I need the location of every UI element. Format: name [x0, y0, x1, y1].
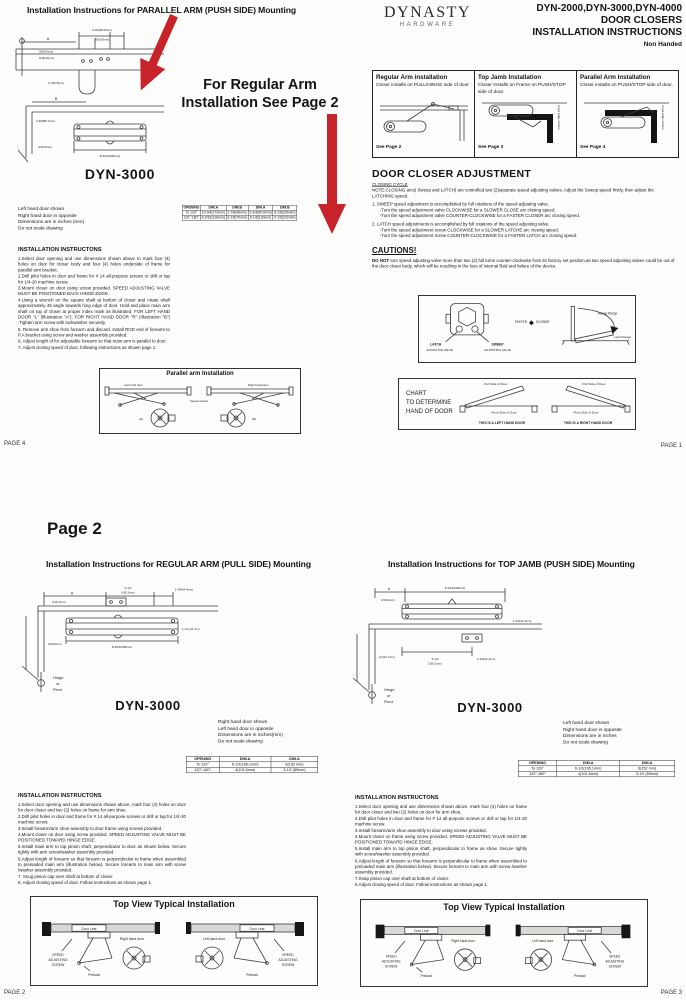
speed-adjusting-screw-label: SPEED — [609, 954, 621, 959]
table-header-cell: DIM.A — [620, 760, 675, 766]
instruction-item: 6.Adjust length of forearm so that forearm is perpendicular to frame when assembled to preloaded main arm (illustration below). Secure forearm to main arm with screw /washer assembly provided. — [355, 858, 527, 875]
page3-dimension-table — [518, 760, 678, 794]
note-line: Left hand door shown — [563, 720, 610, 726]
illustration-a-label: (A) — [139, 417, 143, 421]
instruction-item: 1.Select door opening and use dimensions shown above to mark four (4) holes on door for closer body and four (4) holes underside of frame for parallel arm bracket. — [18, 256, 170, 273]
instruction-item: 2.Drill pilot holes in door and frame for # 14 all-purpose screws or drill or tap for 1/4-20 machine screw. — [18, 813, 186, 825]
instruction-item: 5.Install main arm to top pinion shaft, perpendicular to frame as show. Secure tightly with screw/washer assembly provided. — [355, 846, 527, 857]
latch-label: LATCH — [430, 342, 442, 347]
note-line: Left hand door shown — [18, 206, 65, 212]
dim-label: 3/8(9.5mm) — [39, 49, 54, 54]
dim-label: 6-1/2 — [431, 657, 439, 661]
instruction-item: 7.Snap pinion cap over shaft at bottom of closer. — [355, 875, 450, 881]
note-line: Dimensions are in inches — [563, 732, 617, 739]
page2-model-label: DYN-3000 — [115, 698, 181, 713]
table-cell: 6(152 mm) — [620, 766, 675, 772]
table-cell: 3-1/2 (89mm) — [620, 771, 675, 777]
table-cell: 8-9/16(218mm) — [201, 216, 225, 220]
table-header-cell: DIM.A — [200, 205, 226, 210]
option-see-page: See Page 3 — [478, 144, 504, 150]
dim-label: 1(25.4mm) — [52, 600, 66, 604]
dim-label: 3-3/8(85.7mm) — [36, 119, 55, 123]
illustration-b-label: (B) — [252, 417, 256, 421]
left-hand-door-label: THIS IS A LEFT HAND DOOR — [478, 421, 526, 425]
table-cell: 6(152 mm) — [271, 762, 318, 768]
sweep-sub-item: -Turn the speed adjustment valve COUNTER-CLOCKWISE for a FASTER CLOSER arc closing speed. — [379, 213, 581, 219]
slower-label: SLOWER — [535, 320, 550, 325]
instructions-heading: INSTALLATION INSTRUCTONS — [18, 246, 102, 253]
table-cell: 9-1/8(232mm) — [274, 216, 296, 220]
top-view-drawing — [361, 912, 645, 982]
instruction-item: 6. Adjust length of for adjustable forearm so that main arm is parallel to door. — [18, 338, 167, 344]
note-line: Do not scale drawing — [563, 738, 608, 745]
dim-label: 8-3/16(208mm) — [444, 586, 466, 590]
dim-label: 8-3/16(208mm) — [99, 154, 121, 158]
option-desc: Closer installs on PUSH/STOP side of door. — [580, 82, 673, 88]
brand-name: DYNASTY — [384, 4, 471, 21]
instruction-item: 2.Drill pilot holes in door and frame for # 14 all-purpose screws or drill or tap for 1/4-20 machine screw. — [18, 273, 170, 285]
speed-adjusting-screw-label: SCREW — [51, 963, 65, 967]
dim-label: 1/2(12.7mm) — [379, 655, 395, 659]
table-header-cell: DIM.A — [248, 205, 273, 210]
speed-adjusting-screw-label: ADJUSTING — [381, 959, 401, 964]
non-handed-label: Non Handed — [643, 40, 682, 48]
chart-title-line: TO DETERMINE — [406, 400, 452, 406]
option-title: Parallel Arm Installation — [580, 74, 651, 81]
table-cell: 6-1/2(165.1mm) — [557, 766, 620, 772]
option-see-page: See Page 2 — [376, 144, 402, 150]
latch-adjustment-item: 2. LATCH speed adjustments is accomplished by full rotations of the speed adjusting valve. — [372, 221, 550, 227]
instruction-item: 5.Install main arm to top pinion shaft, perpendicular to door as shown below. Secure tightly with arm screw/washer assembly provided. — [18, 844, 186, 855]
instruction-item: 7. Snug pinion cap over shaft at bottom of closer. — [18, 873, 114, 879]
table-cell: 8-1/8(206mm) — [274, 211, 296, 215]
latch-range-label: Latch Range — [614, 334, 632, 339]
preload-label: Preload — [246, 973, 258, 977]
chart-title-line: HAND OF DOOR — [406, 409, 453, 415]
top-view-title: Top View Typical Installation — [443, 902, 565, 912]
instruction-item: 3.Mount closer on door using screw provided. SPEED ADJUSTING VALVE MUST BE POSITIONED BACK HINGE EDGE. — [18, 285, 170, 297]
table-cell: 5-1/8(130mm) — [249, 216, 272, 220]
instruction-item: 4.Mount closer on door using screw provided. SPEED ADJUSTING VALVE MUST BE POSITIONED TOWARD HINGE EDGE. — [18, 832, 186, 843]
pull-side-label: Pull Side of Door — [582, 382, 606, 386]
door-leaf-label: Door Leaf — [414, 929, 429, 934]
see-note-line: For Regular Arm — [203, 77, 317, 93]
dim-label: 6-1/2 — [124, 586, 132, 590]
faster-label: FASTER — [514, 320, 527, 325]
speed-adjusting-screw-label: SPEED — [52, 953, 64, 957]
latch-valve-label: ADJUSTING VALVE — [426, 348, 453, 353]
instructions-heading: INSTALLATION INSTRUCTONS — [18, 792, 102, 799]
note-line: Do not scale drawing — [218, 737, 263, 744]
page4-title: Installation Instructions for PARALLEL ARM (PUSH SIDE) Mounting — [27, 5, 297, 15]
dim-b-label: B — [54, 97, 58, 101]
table-cell: To 120° — [518, 766, 556, 772]
speed-adjusting-screw-label: SCREW — [385, 964, 398, 969]
instruction-item: 1.Select door opening and use dimensions shown above, mark four (4) holes on frame for door closer and two (2) holes on door for arm shoe. — [355, 804, 527, 815]
closing-cycle-label: CLOSING CYCLE — [372, 182, 408, 187]
table-cell: 3-1/2 (89mm) — [271, 767, 318, 773]
page3-top-view-box — [360, 899, 648, 987]
option-desc: Closer installs on PULL/HINGE side of door — [376, 82, 469, 88]
speed-adjusting-screw-label: ADJUSTING — [278, 958, 298, 962]
note-line: Right hand door shown — [218, 719, 268, 725]
page4-model-label: DYN-3000 — [84, 166, 156, 182]
dim-label: 9/16(14mm) — [39, 56, 55, 60]
sweep-adjustment-item: 1. SWEEP speed adjustment is accomplished by full rotations of the speed adjusting valve. — [372, 201, 549, 207]
sweep-range-label: Sweep Range — [597, 311, 618, 316]
door-leaf-label: Door Leaf — [249, 926, 265, 931]
table-row — [518, 771, 674, 777]
hinge-label: or — [56, 681, 60, 686]
pull-side-label: Pull Side of Door — [484, 382, 508, 386]
table-cell: 4(101.6mm) — [557, 771, 620, 777]
table-header-cell: DIM.B — [273, 205, 297, 210]
instruction-item: 7. Adjust closing speed of door, following instructions as shown page 1. — [18, 345, 157, 350]
page3-door-notes — [563, 720, 681, 762]
dim-label: 3/4(19mm) — [48, 642, 62, 646]
page2-number: PAGE 2 — [4, 990, 26, 996]
sweep-valve-label: ADJUSTING VALVE — [484, 348, 511, 353]
table-cell: 120°-180° — [518, 771, 556, 777]
right-hand-door-label: THIS IS A RIGHT HAND DOOR — [563, 421, 613, 425]
table-cell: 2-3/4(69.8mm) — [249, 211, 272, 215]
table-cell: 6-1/2(165.1mm) — [219, 762, 271, 768]
dim-a-label: A — [70, 591, 74, 596]
table-cell: To 120° — [186, 762, 219, 768]
page4-number: PAGE 4 — [4, 441, 26, 447]
instruction-item: 8. Adjust closing speed of door. Follow instructions as shown page 1. — [18, 880, 153, 886]
dim-label: 1-3/4(44.4mm) — [513, 619, 532, 623]
table-header-cell: DIM.A — [271, 756, 318, 762]
title-line: DOOR CLOSERS — [600, 15, 682, 27]
brand-subtitle: HARDWARE — [399, 22, 456, 28]
preload-label: Preload — [88, 973, 100, 977]
instruction-item: 3.Install forearm/arm shoe assembly to door using screws provided. — [355, 827, 487, 833]
title-line: DYN-2000,DYN-3000,DYN-4000 — [536, 3, 682, 14]
right-hand-door-label: Right hand door — [119, 937, 145, 941]
top-jamb-mounting-drawing — [347, 578, 547, 713]
speed-screws-label: Speed screws — [189, 399, 209, 403]
hinge-label: Pivot — [384, 699, 393, 704]
table-header-cell: OPENING — [186, 756, 219, 762]
top-view-title: Top View Typical Installation — [113, 899, 235, 909]
table-cell: 1-7/8(48mm) — [227, 211, 247, 215]
dim-a-label: A — [46, 37, 50, 41]
option-title: Top Jamb Installation — [478, 74, 542, 81]
page2-heading: Page 2 — [47, 519, 102, 538]
see-note-line: Installation See Page 2 — [181, 95, 339, 112]
dim-label: 3/4(19mm) — [38, 145, 52, 149]
instruction-item: 3.Install forearm/arm shoe assembly to door frame using screws provided. — [18, 825, 163, 831]
note-line: Right hand door in opposite — [563, 726, 622, 732]
latch-sub-item: -Turn the speed adjustment screw CLOCKWISE for a SLOWER LATCHE arc closing speed. — [379, 227, 559, 233]
page2-title: Installation Instructions for REGULAR ARM (PULL SIDE) Mounting — [46, 559, 311, 569]
preload-label: Preload — [420, 974, 432, 979]
option-title: Regular Arm installation — [376, 74, 448, 81]
preload-label: Preload — [574, 974, 586, 979]
speed-adjusting-screw-label: SPEED — [385, 954, 397, 959]
dim-a-label: A — [387, 587, 391, 591]
chart-title-line: CHART — [406, 391, 427, 397]
hinge-label: Pivot — [53, 687, 62, 692]
cautions-heading: CAUTIONS! — [372, 246, 417, 255]
sweep-label: SWEEP — [491, 342, 504, 347]
title-line: INSTALLATION INSTRUCTIONS — [532, 27, 682, 39]
table-header-cell: DIM.A — [219, 756, 271, 762]
dim-label: 1-3/4(44.4mm) — [174, 587, 194, 592]
hinge-edge-label: Hinge Edge of Door — [557, 105, 561, 130]
dim-label: 1-1/4 (32 mm) — [182, 627, 200, 631]
note-line: Right hand door in opposite — [18, 212, 77, 218]
hinge-label: or — [387, 693, 391, 698]
dim-label: 3/4(19mm) — [381, 598, 395, 602]
dim-label: 1-3/4(44.4mm) — [477, 657, 496, 661]
note-line: Dimensions are in inches(mm) — [218, 731, 283, 738]
instruction-item: 8.Adjust closing speed of door. Follow instructions as shown page 1. — [355, 882, 489, 888]
option-desc: Closer Installs on Frame on PUSH/STOP side of door. — [478, 82, 566, 94]
note-line: Left hand door in opposite — [218, 725, 274, 731]
latch-sub-item: -Turn the speed adjustment screw COUNTER-CLOCKWISE for a FASTER LATCH arc closing speed. — [379, 233, 578, 239]
table-header-cell: DIM.B — [226, 205, 248, 210]
speed-adjusting-screw-label: SCREW — [608, 964, 621, 969]
hinge-label: Hinge — [53, 675, 64, 680]
table-row — [518, 766, 674, 772]
table-header-cell: OPENING — [518, 760, 556, 766]
push-side-label: Push Side of Door — [491, 410, 517, 415]
page3-title: Installation Instructions for TOP JAMB (PUSH SIDE) Mounting — [388, 559, 635, 569]
page1-number: PAGE 1 — [660, 443, 682, 449]
cautions-lead: DO NOT — [372, 258, 390, 263]
dim-label: (165.1mm) — [428, 661, 442, 666]
instructions-heading: INSTALLATION INSTRUCTONS — [355, 794, 439, 801]
speed-adjusting-screw-label: SCREW — [281, 963, 295, 967]
table-cell: 120°-180° — [186, 767, 219, 773]
dim-label: 8-3/16(208mm) — [111, 645, 133, 649]
left-hand-door-label: Left hand door — [203, 937, 225, 941]
right-hand-door-label: Right hand door — [451, 939, 475, 944]
note-line: Dimensions are in inches (mm) — [18, 218, 85, 225]
table-header-cell: OPENING — [183, 206, 200, 210]
speed-adjusting-screw-label: ADJUSTING — [605, 959, 625, 964]
instruction-item: 4.Using a wrench on the square shaft at bottom of closer and rotate shaft approximately 45 angle towards hing edge of door. Hold and place main arm shaft on top of closer at proper index mark as illustrated. FOR LEFT HAND DOOR "L" (Illustration "A"). FOR RIGHT HAND DOOR "R" (Illustration "B") .Tighten arm screw with lockwasher securely. — [18, 297, 170, 326]
dim-label: 3-1/8(79mm) — [48, 81, 65, 85]
option-see-page: See Page 4 — [580, 144, 606, 150]
instruction-item: 4.Mount closer on frame using screw provided. SPEED ADJUSTING VALVE MUST BE POSITIONED TOWARD HINGE EDGE. — [355, 834, 527, 845]
table-cell: 10-3/4(273mm) — [201, 211, 225, 215]
speed-adjusting-screw-label: SPEED — [282, 953, 294, 957]
dim-label: 2(50.8mm) — [94, 37, 110, 42]
door-leaf-label: Door Leaf — [81, 926, 97, 931]
speed-adjusting-screw-label: ADJUSTING — [48, 958, 68, 962]
closing-cycle-note: NOTE:CLOSING arcs( Sweep and LATCH) are controlled two (2)separate speed adjusting valves. Adjust the Sweep speed firstly, then adjust the LATCHING speed. — [372, 187, 654, 199]
table-cell: 3-1/8(79mm) — [227, 216, 247, 220]
hinge-label: Hinge — [384, 687, 395, 692]
page3-number: PAGE 3 — [660, 990, 682, 996]
note-line: Do not scale drawing — [18, 224, 63, 231]
push-side-label: Push Side of Door — [573, 410, 599, 415]
table-cell: 4(101.6mm) — [219, 767, 271, 773]
hinge-edge-label: Hinge Edge of Door — [661, 105, 665, 130]
parallel-arm-diagram-title: Parallel arm Installation — [166, 371, 234, 377]
dim-label: (165.1mm) — [121, 590, 135, 595]
table-cell: 120°-180° — [183, 216, 199, 220]
left-hand-door-label: Left hand door — [532, 939, 554, 944]
page3-model-label: DYN-3000 — [457, 700, 523, 715]
instruction-item: 6.Adjust length of forearm so that forearm is perpendicular to frame when assembled to preloaded main arm (illustration below). Secure forearm to main arm with screw /washer assembly provided. — [18, 856, 186, 873]
sweep-sub-item: -Turn the speed adjustment valve CLOCKWISE for a SLOWER CLOSE arc closing speed. — [379, 207, 556, 213]
instruction-item: 2.Drill pilot holes in door and frame for # 14 all-purpose screws or drill or tap for 1/4-20 machine screw. — [355, 815, 527, 827]
cautions-text: turn speed adjusting valve more than two (2) full turns counter-clockwise from its factory set position,as two speed adjusting valves could be out of the door closer body, which will be resulting in the loss of internal fluid and failure of the device. — [372, 258, 675, 269]
right-hand-door-label: Right hand door — [248, 383, 269, 387]
left-hand-door-label: Left hand door — [124, 383, 143, 387]
door-leaf-label: Door Leaf — [577, 929, 592, 934]
dim-label: 2-3/4(69.8mm) — [92, 28, 112, 32]
instruction-item: 5. Remove arm shoe from forearm and discard. Install ROD end of forearm to P.A bracket using screw and washer assembly provided. — [18, 326, 170, 338]
table-cell: To 120° — [182, 210, 200, 215]
table-header-cell: DIM.A — [557, 760, 620, 766]
instruction-item: 1.Select door opening and use dimensions shown above, mark four (4) holes on door for door closer and two (2) holes on frame for arm shoe. — [18, 802, 186, 813]
adjustment-heading: DOOR CLOSER ADJUSTMENT — [372, 168, 532, 180]
